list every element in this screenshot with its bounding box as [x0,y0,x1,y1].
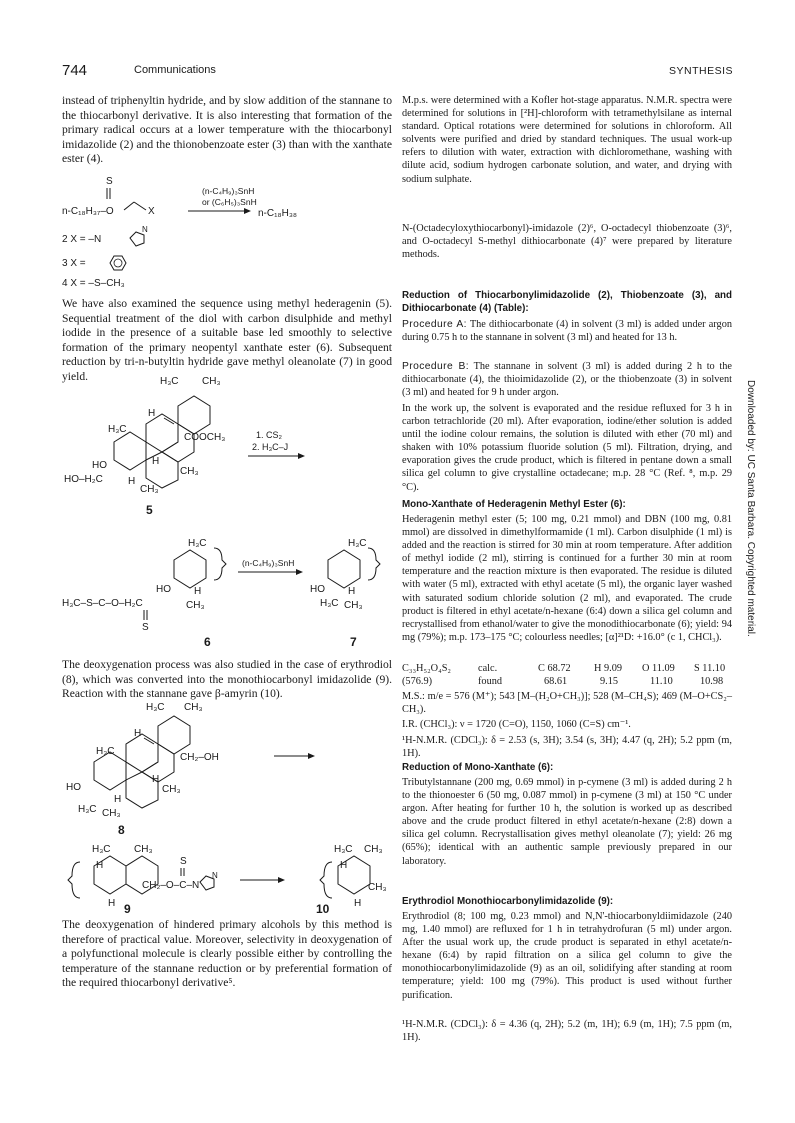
scheme3-methyl-8: CH₃ [134,844,153,855]
left-paragraph-1: instead of triphenyltin hydride, and by slow addition of the stannane to the thiocarbonyl derivative. It is also interesting that formation of the primary radical occurs at a lower temperature with the thiocarbonyl imidazolide (2) and the thionobenzoate ester (3) than with the xanthate ester (4). [62,94,392,166]
left-paragraph-2: We have also examined the sequence using methyl hederagenin (5). Sequential treatment of the diol with carbon disulphide and methyl iodide in the presence of a suitable base led smoothly to selective formation of the primary neopentyl xanthate ester (6). Subsequent reduction by tri-n-butyltin hydride gave methyl oleanolate (7) in good yield. [62,297,392,383]
scheme3-methyl-6: CH₃ [102,808,121,819]
scheme2-xanthate: H₃C–S–C–O–H₂C [62,598,143,609]
scheme2-ho-2: HO [156,584,171,595]
scheme2-sulfur: S [142,622,149,633]
analysis-o-found: 11.10 [650,676,673,687]
right-paragraph-1: M.p.s. were determined with a Kofler hot-stage apparatus. N.M.R. spectra were determined for solutions in [²H]-chloroform with tetramethylsilane as internal standard. Optical rotations were determined for solutions in chloroform. All solvents were purified and dried by standard techniques. The usual work-up refers to dilution with water, extraction with dichloromethane, washing with dilute acid, sodium hydrogen carbonate solution, and water, and drying with sodium sulphate. [402,95,732,185]
scheme-3 [62,700,392,910]
scheme3-h-6: H [340,860,348,871]
procedure-a [402,318,732,344]
scheme1-start: n-C₁₈H₃₇–O [62,206,114,217]
heading-erythrodiol: Erythrodiol Monothiocarbonylimidazolide (9): [402,896,614,907]
download-notice: Downloaded by: UC Santa Barbara. Copyrighted material. [745,380,756,637]
page-header [62,64,733,80]
analysis-s-found: 10.98 [700,676,724,687]
scheme2-methyl-4: CH₃ [180,466,199,477]
elemental-analysis-row-1 [402,662,734,675]
scheme2-methyl-5: CH₃ [140,484,159,495]
scheme2-stannane: (n-C₄H₉)₃SnH [242,558,295,568]
scheme3-h-4: H [96,860,104,871]
scheme2-methyl-6: H₃C [188,538,207,549]
compound-number-7: 7 [350,635,357,649]
analysis-s-calc: S 11.10 [694,663,726,674]
compound-number-6: 6 [204,635,211,649]
compound-number-5: 5 [146,503,153,517]
nmr-spectrum-1: ¹H-N.M.R. (CDCl₃): δ = 2.53 (s, 3H); 3.54 (s, 3H); 4.47 (q, 2H); 5.2 ppm (m, 1H). [402,735,732,760]
right-paragraph-6: Erythrodiol (8; 100 mg, 0.23 mmol) and N,N'-thiocarbonyldiimidazole (240 mg, 1.40 mmol) are refluxed for 1 h in tetrahydrofuran (5 ml) under argon. After the usual work up, the crude product is separated in ethyl acetate/n-hexane (6:4) by rapid filtration on a silica gel column to give the monothiocarbonylimidazolide (9) as an oil, solidifying after standing at room temperature; yield: 100 mg (79%). This product is used without further purification. [402,911,732,1001]
scheme2-methyl-10: CH₃ [344,600,363,611]
scheme3-methyl-4: CH₃ [162,784,181,795]
ir-spectrum: I.R. (CHCl₃): ν = 1720 (C=O), 1150, 1060 (C=S) cm⁻¹. [402,719,631,730]
analysis-o-calc: O 11.09 [642,663,675,674]
analysis-found-label: found [478,676,503,687]
scheme1-reagent-2: or (C₆H₅)₃SnH [202,197,257,207]
nmr-spectrum-2: ¹H-N.M.R. (CDCl₃): δ = 4.36 (q, 2H); 5.2 (m, 1H); 6.9 (m, 1H); 7.5 ppm (m, 1H). [402,1019,732,1044]
analysis-h-calc: H 9.09 [594,663,623,674]
scheme3-methyl-5: H₃C [78,804,97,815]
scheme3-methyl-3: H₃C [96,746,115,757]
procedure-b-label: Procedure B: [402,361,470,372]
scheme2-methyl-3: H₃C [108,424,127,435]
heading-reduction-mono-xanthate: Reduction of Mono-Xanthate (6): [402,762,554,773]
scheme2-reagent-2: 2. H₃C–J [252,442,289,452]
scheme3-h-3: H [114,794,122,805]
right-paragraph-2: N-(Octadecyloxythiocarbonyl)-imidazole (2)⁶, O-octadecyl thiobenzoate (3)⁶, and O-octadecyl S-methyl dithiocarbonate (4)⁷ were prepared by literature methods. [402,223,732,261]
compound-number-9: 9 [124,902,131,916]
analysis-c-calc: C 68.72 [538,663,571,674]
heading-mono-xanthate: Mono-Xanthate of Hederagenin Methyl Ester (6): [402,499,626,510]
analysis-c-found: 68.61 [544,676,568,687]
right-paragraph-5: Tributylstannane (200 mg, 0.69 mmol) in p-cymene (3 ml) is added during 2 h to the thionoester 6 (50 mg, 0.087 mmol) in p-cymene (3 ml) at 150 °C under argon. After heating for further 10 h, the solution is worked up as described above and the crude product filtered in ethyl acetate/n-hexane (2:8) down a silica gel column. Recrystallisation gives methyl oleanolate (7); yield: 26 mg (65%); identical with an authentic sample previously prepared in our laboratory. [402,777,732,867]
scheme1-reagent-1: (n-C₄H₉)₃SnH [202,186,255,196]
analysis-calc-label: calc. [478,663,498,674]
scheme3-h-5: H [108,898,116,909]
scheme3-h-7: H [354,898,362,909]
analysis-mw: (576.9) [402,676,433,687]
scheme3-methyl-10: CH₃ [364,844,383,855]
right-paragraph-4: Hederagenin methyl ester (5; 100 mg, 0.21 mmol) and DBN (100 mg, 0.81 mmol) are dissolved in dimethylformamide (1 ml). Carbon disulphide (1 ml) is added and the reaction is stirred for 30 min at room temperature. After addition of methyl iodide (2 ml), stirring is continued for a further 30 min at room temperature and the reaction mixture is then evaporated. The residue is diluted with water (5 ml), extracted with ethyl acetate (5 ml), the organic layer washed with saturated sodium chloride solution (2 ml), and evaporated. The crude product is filtered in ethyl acetate/n-hexane (6:4) down a silica gel column and recrystallised from ethanol/water to give the monodithiocarbonate (6); yield: 94 mg (79%); m.p. 173–175 °C; colourless needles; [α]²¹D: +16.0° (c 1, CHCl₃). [402,514,732,643]
scheme3-thiocarbonyl: CH₂–O–C–N [142,880,200,891]
scheme1-label-4: 4 X = –S–CH₃ [62,278,125,289]
scheme2-methyl-2: CH₃ [202,376,221,387]
compound-number-8: 8 [118,823,125,837]
scheme1-product: n-C₁₈H₃₈ [258,208,298,219]
scheme2-ho-3: HO [310,584,325,595]
section-name: Communications [134,64,216,76]
scheme3-h-1: H [134,728,142,739]
scheme2-h-2: H [152,456,160,467]
scheme2-methyl-1: H₃C [160,376,179,387]
procedure-a-text: The dithiocarbonate (4) in solvent (3 ml) is added under argon during 0.75 h to the stannane in solvent (3 ml) and heated for 13 h. [402,319,732,344]
scheme2-ester: COOCH₃ [184,432,226,443]
journal-name: SYNTHESIS [668,65,733,77]
scheme-1 [62,172,392,292]
scheme3-methyl-2: CH₃ [184,702,203,713]
scheme3-methyl-7: H₃C [92,844,111,855]
scheme2-h-3: H [128,476,136,487]
scheme2-h-5: H [348,586,356,597]
scheme2-reagent-1: 1. CS₂ [256,430,283,440]
procedure-a-label: Procedure A: [402,319,467,330]
mass-spectrum: M.S.: m/e = 576 (M⁺); 543 [M–(H₂O+CH₃)]; 528 (M–CH₄S); 469 (M–O+CS₂–CH₃). [402,691,732,716]
right-paragraph-3: In the work up, the solvent is evaporated and the residue refluxed for 3 h in carbon tetrachloride (20 ml). After evaporation, iodine/ether solution is added until the iodine colour remains, the solution is diluted with ether (70 ml) and shaken with 10% potassium fluoride solution (5 ml). Filtration, drying, and evaporation gives the crude product, which is filtered in pentane down a small silica gel column to give crystalline octadecane; m.p. 28 °C (Ref. ⁸, m.p. 29 °C). [402,403,732,493]
procedure-b [402,360,732,399]
scheme3-methyl-1: H₃C [146,702,165,713]
scheme3-methyl-11: CH₃ [368,882,387,893]
scheme1-label-3: 3 X = [62,258,86,269]
scheme3-n-label: N [212,871,218,880]
scheme2-h-1: H [148,408,156,419]
scheme1-n-label: N [142,225,148,234]
scheme3-methyl-9: H₃C [334,844,353,855]
elemental-analysis-row-2 [402,675,730,688]
scheme1-sulfur: S [106,176,113,187]
scheme1-x: X [148,206,155,217]
scheme2-ho-1: HO [92,460,107,471]
analysis-formula: C₃₃H₅₂O₄S₂ [402,663,452,674]
heading-reduction-thiocarbonyl: Reduction of Thiocarbonylimidazolide (2), Thiobenzoate (3), and Dithiocarbonate (4) (Table): [402,290,732,314]
scheme3-sulfur: S [180,856,187,867]
scheme2-methyl-9: H₃C [320,598,339,609]
scheme3-ch2oh: CH₂–OH [180,752,219,763]
procedure-b-text: The stannane in solvent (3 ml) is added during 2 h to the dithiocarbonate (4), the thioimidazolide (2), or the thiobenzoate (3) in solvent (3 ml) and heated for 9 h under argon. [402,361,733,399]
compound-number-10: 10 [316,902,330,916]
scheme2-methyl-8: H₃C [348,538,367,549]
scheme3-ho: HO [66,782,81,793]
scheme2-methyl-7: CH₃ [186,600,205,611]
scheme2-h-4: H [194,586,202,597]
scheme-2 [62,368,392,660]
scheme1-label-2: 2 X = –N [62,234,102,245]
analysis-h-found: 9.15 [600,676,619,687]
page-number: 744 [62,62,88,79]
scheme3-h-2: H [152,774,160,785]
left-paragraph-4: The deoxygenation of hindered primary alcohols by this method is therefore of practical value. Moreover, selectivity in deoxygenation of a polyfunctional molecule is clearly possible either by controlling the temperature of the stannane reduction or by preferential formation of the required thiocarbonyl derivative⁵. [62,918,392,990]
left-paragraph-3: The deoxygenation process was also studied in the case of erythrodiol (8), which was converted into the monothiocarbonyl imidazolide (9). Reaction with the stannane gave β-amyrin (10). [62,658,392,701]
scheme2-hoch2: HO–H₂C [64,474,103,485]
